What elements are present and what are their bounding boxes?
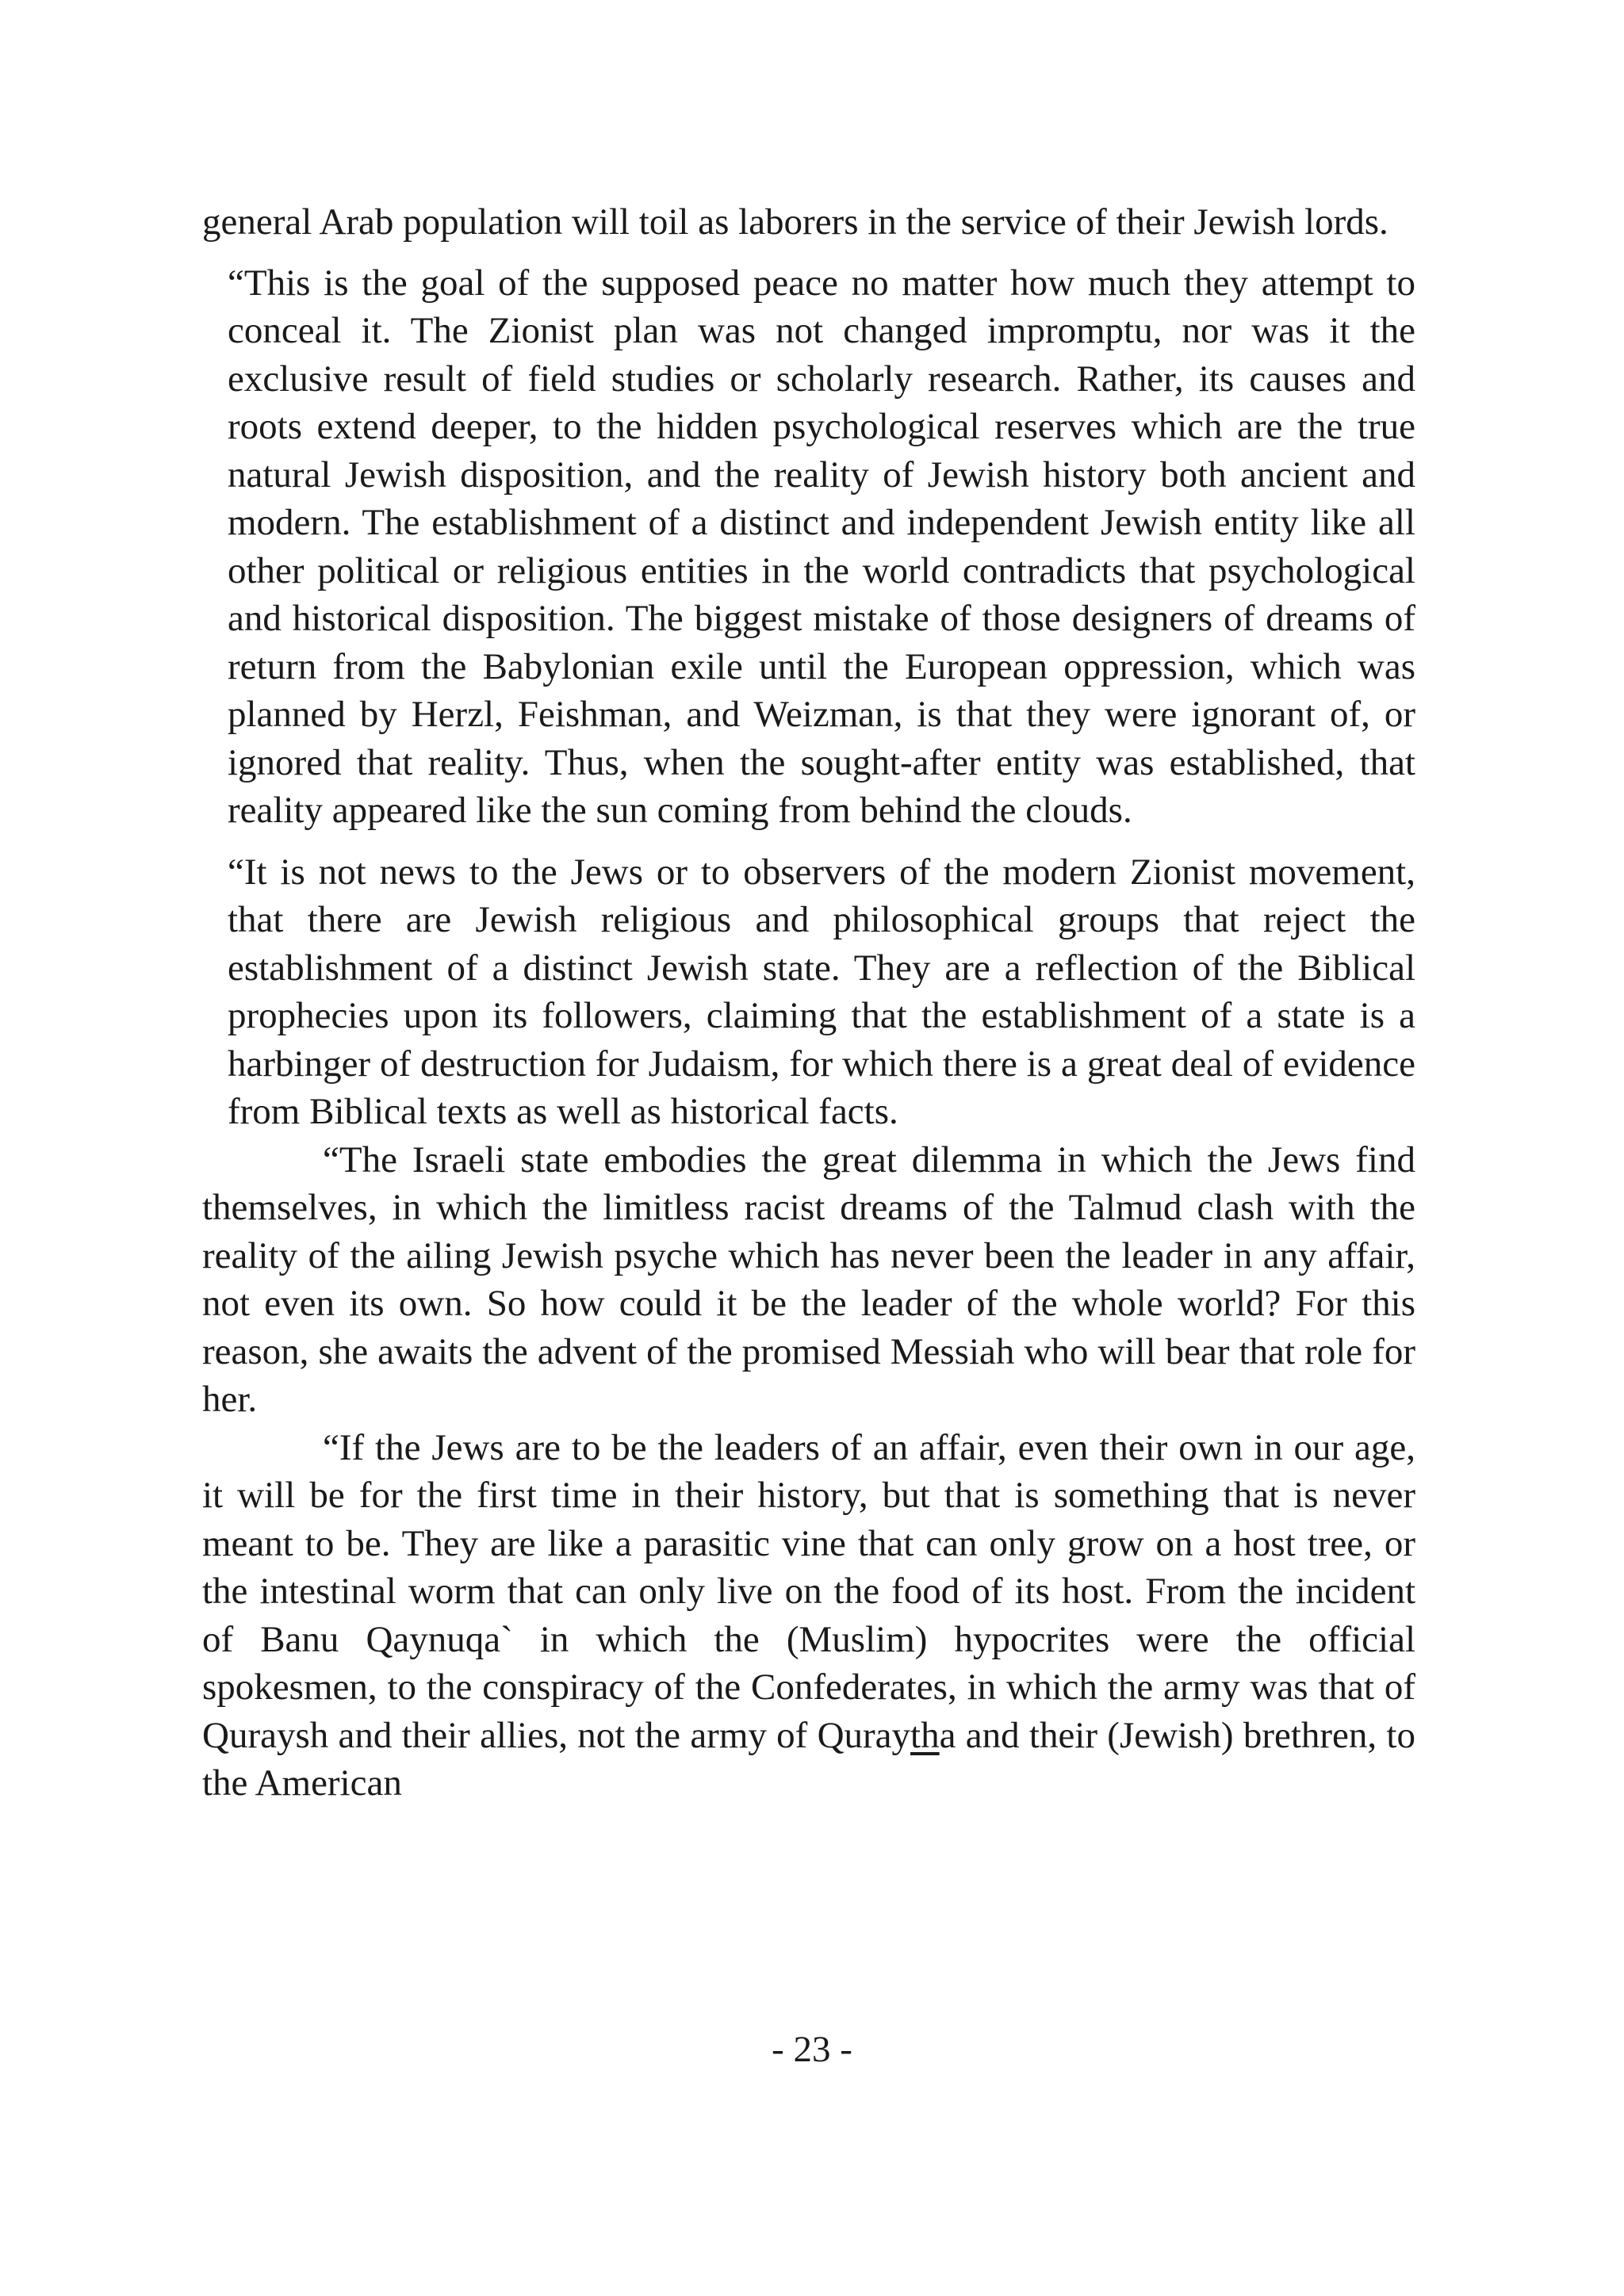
underlined-transliteration: th — [910, 1714, 940, 1756]
quote-paragraph-2: “It is not news to the Jews or to observers of the modern Zionist movement, that there are Jewish religious and philosophical groups that reject the establishment of a distinct Jewish state. They are a reflection of the Biblical prophecies upon its followers, claiming that the establishment of a state is a harbinger of destruction for Judaism, for which there is a great deal of evidence from Biblical texts as well as historical facts. — [228, 851, 1415, 1132]
paragraph-5-text-before: “If the Jews are to be the leaders of an affair, even their own in our age, it will be for the first time in their history, but that is something that is never meant to be. They are like a parasitic vine that can only grow on a host tree, or the intestinal worm that can only live on the food of its host. From the incident of Banu Qaynuqa` in which the (Muslim) hypocrites were the official spokesmen, to the conspiracy of the Confederates, in which the army was that of Quraysh and their allies, not the army of Quray — [202, 1426, 1415, 1756]
page-body — [202, 198, 1415, 1808]
quote-paragraph-1: “This is the goal of the supposed peace no matter how much they attempt to conceal it. The Zionist plan was not changed impromptu, nor was it the exclusive result of field studies or scholarly research. Rather, its causes and roots extend deeper, to the hidden psychological reserves which are the true natural Jewish disposition, and the reality of Jewish history both ancient and modern. The establishment of a distinct and independent Jewish entity like all other political or religious entities in the world contradicts that psychological and historical disposition. The biggest mistake of those designers of dreams of return from the Babylonian exile until the European oppression, which was planned by Herzl, Feishman, and Weizman, is that they were ignorant of, or ignored that reality. Thus, when the sought-after entity was established, that reality appeared like the sun coming from behind the clouds. — [228, 262, 1415, 831]
paragraph-5-text-after: a and their (Jewish) brethren, to the American — [202, 1714, 1415, 1804]
page-number: - 23 - — [772, 2029, 852, 2070]
paragraph-4: “The Israeli state embodies the great dilemma in which the Jews find themselves, in which the limitless racist dreams of the Talmud clash with the reality of the ailing Jewish psyche which has never been the leader in any affair, not even its own. So how could it be the leader of the whole world? For this reason, she awaits the advent of the promised Messiah who will bear that role for her. — [202, 1138, 1415, 1420]
paragraph-1: general Arab population will toil as laborers in the service of their Jewish lords. — [202, 201, 1388, 243]
paragraph-5 — [202, 1424, 1415, 1808]
